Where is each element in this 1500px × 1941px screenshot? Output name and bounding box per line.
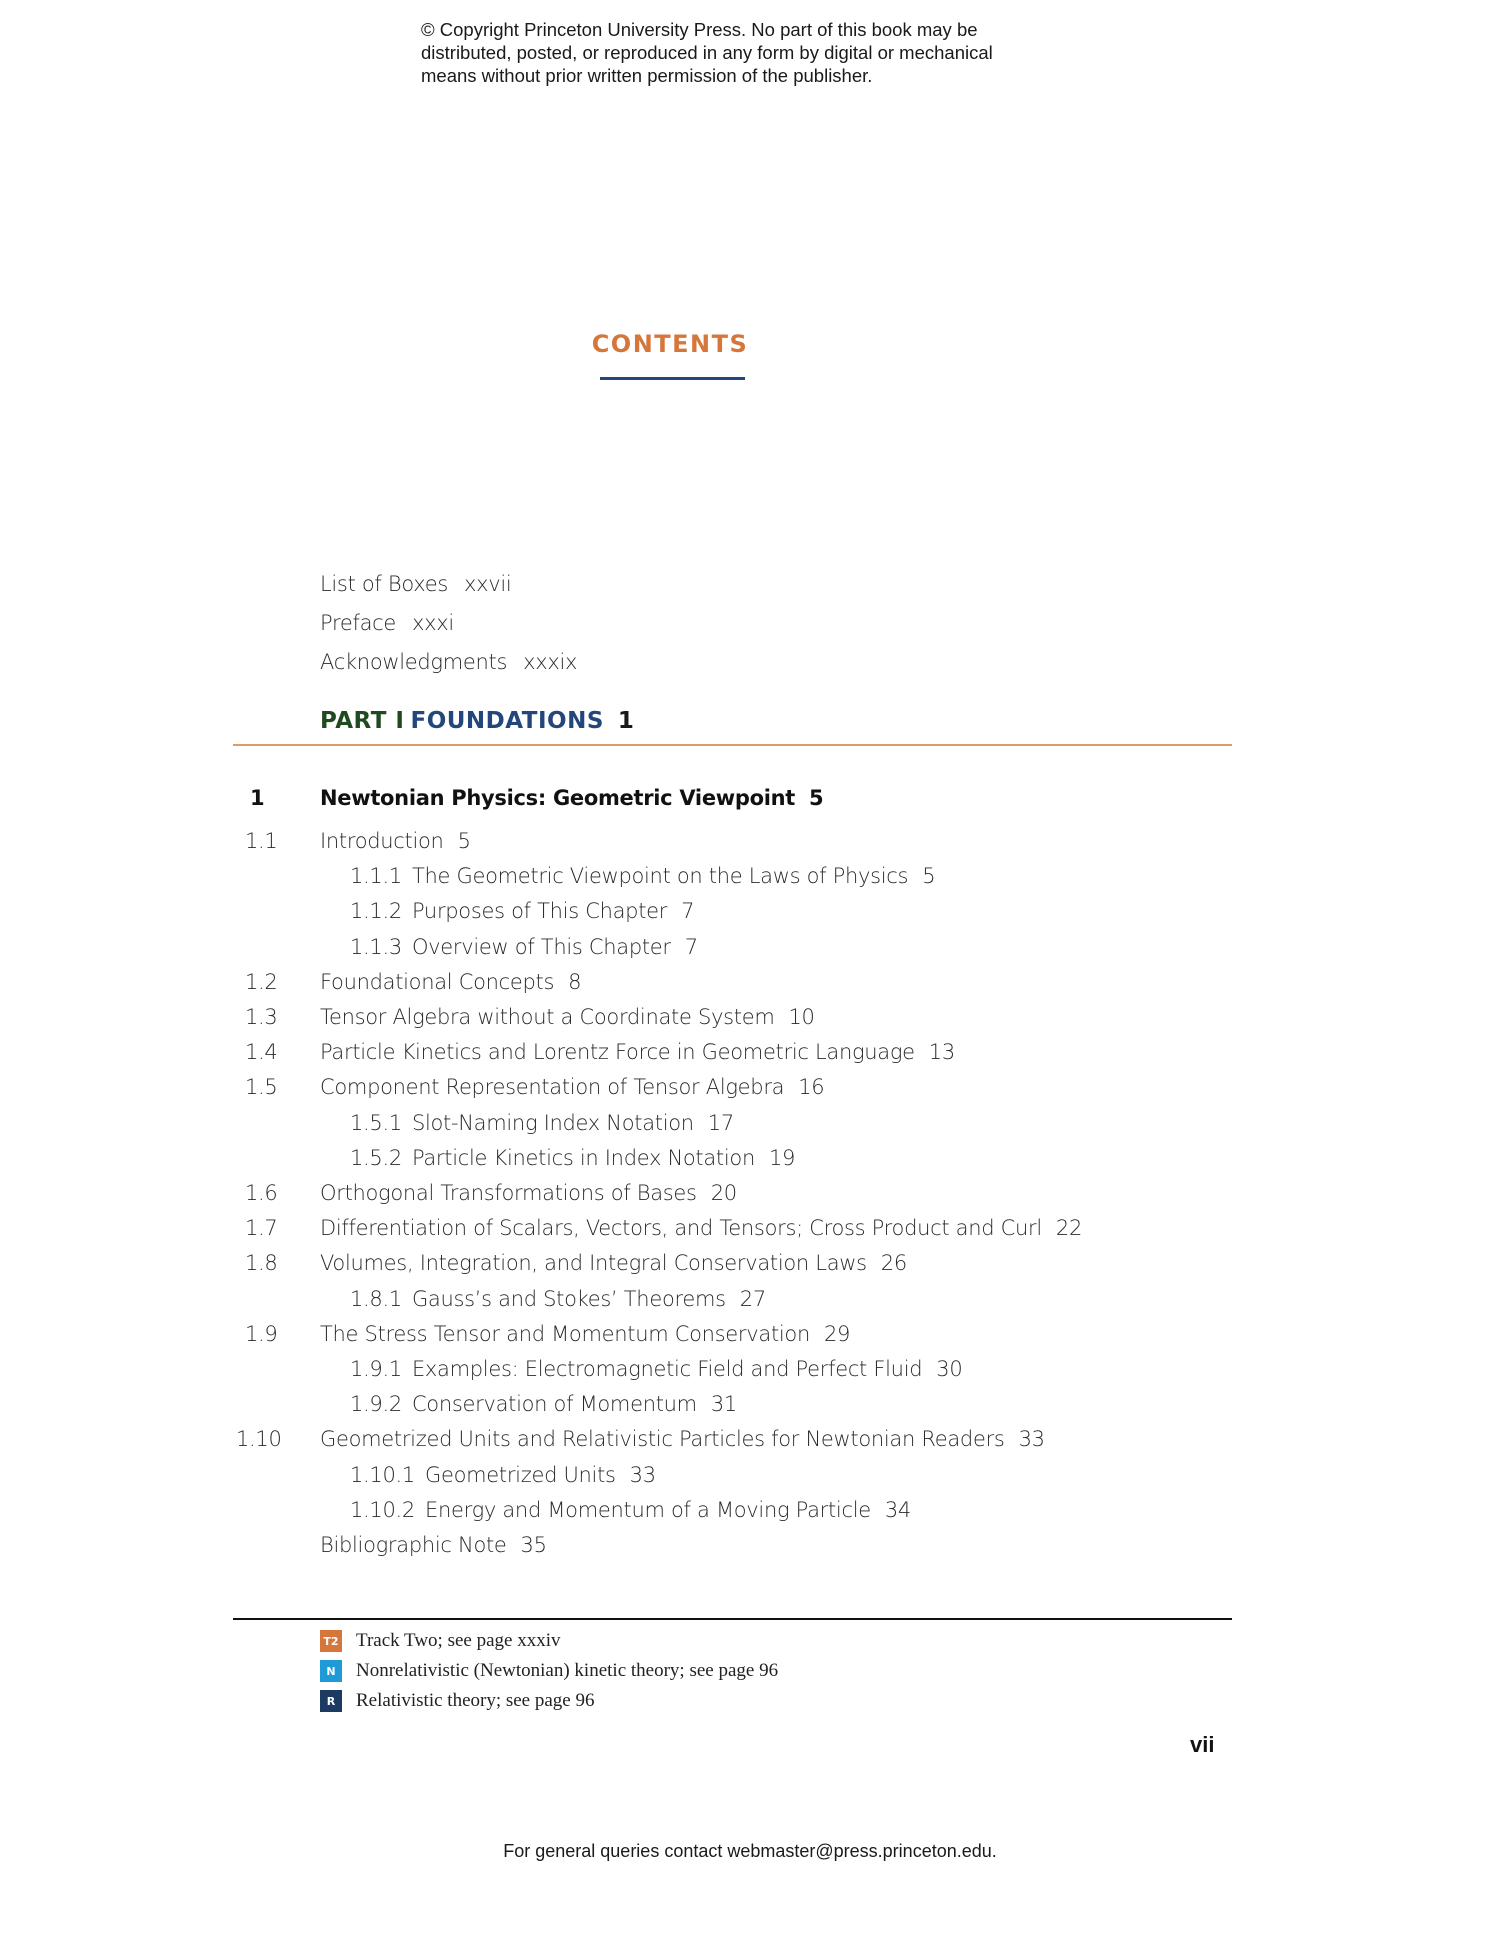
- entry-page: 7: [681, 899, 695, 923]
- toc-entry[interactable]: [0, 935, 1500, 970]
- legend-text: Relativistic theory; see page 96: [356, 1690, 595, 1711]
- legend-item-nonrelativistic: [320, 1658, 778, 1684]
- section-number: 1.3: [245, 1005, 278, 1029]
- part-name: FOUNDATIONS: [410, 708, 604, 734]
- entry-page: 29: [823, 1322, 851, 1346]
- toc-entry-acknowledgments[interactable]: [320, 650, 577, 674]
- entry-title: Overview of This Chapter: [411, 935, 671, 959]
- legend-text: Track Two; see page xxxiv: [356, 1630, 561, 1651]
- entry-page: 20: [710, 1181, 737, 1205]
- section-number: 1.4: [245, 1040, 278, 1064]
- entry-page: 16: [798, 1075, 825, 1099]
- subsection-number: 1.1.1: [350, 864, 402, 888]
- chapter-title: Newtonian Physics: Geometric Viewpoint: [320, 786, 796, 810]
- entry-title: Examples: Electromagnetic Field and Perfect Fluid: [411, 1357, 923, 1381]
- entry-title: Geometrized Units: [425, 1463, 616, 1487]
- section-number: 1.7: [245, 1216, 278, 1240]
- entry-title: Particle Kinetics and Lorentz Force in Geometric Language: [320, 1040, 915, 1064]
- section-number: 1.8: [245, 1251, 278, 1275]
- toc-entry[interactable]: [0, 1146, 1500, 1181]
- entry-title: List of Boxes: [320, 572, 448, 596]
- entry-page: 33: [1018, 1427, 1045, 1451]
- toc-entry[interactable]: [0, 1322, 1500, 1357]
- toc-entry-list-of-boxes[interactable]: [320, 572, 511, 596]
- subsection-number: 1.9.2: [350, 1392, 402, 1416]
- section-number: 1.9: [245, 1322, 278, 1346]
- entry-title: Orthogonal Transformations of Bases: [320, 1181, 697, 1205]
- page-title: CONTENTS: [591, 330, 749, 358]
- entry-page: 13: [928, 1040, 955, 1064]
- subsection-number: 1.1.2: [350, 899, 402, 923]
- legend-divider: [233, 1618, 1232, 1620]
- part-page: 1: [617, 708, 635, 734]
- chapter-page: 5: [809, 786, 824, 810]
- entry-page: 5: [457, 829, 471, 853]
- entry-title: The Stress Tensor and Momentum Conservation: [320, 1322, 810, 1346]
- entry-title: Gauss’s and Stokes’ Theorems: [411, 1287, 726, 1311]
- part-divider: [233, 744, 1232, 746]
- toc-entry[interactable]: [0, 1111, 1500, 1146]
- toc-entry[interactable]: [0, 1357, 1500, 1392]
- section-number: 1.2: [245, 970, 278, 994]
- entry-page: 33: [629, 1463, 656, 1487]
- toc-entry[interactable]: [0, 1287, 1500, 1322]
- section-number: 1.10: [236, 1427, 282, 1451]
- entry-page: 30: [936, 1357, 963, 1381]
- page-number: vii: [1190, 1732, 1215, 1757]
- toc-entry[interactable]: [0, 899, 1500, 934]
- entry-page: 5: [922, 864, 936, 888]
- part-number: PART I: [320, 708, 405, 734]
- legend-item-track-two: [320, 1628, 560, 1654]
- toc-entry-preface[interactable]: [320, 611, 454, 635]
- subsection-number: 1.9.1: [350, 1357, 402, 1381]
- entry-title: Conservation of Momentum: [411, 1392, 697, 1416]
- entry-page: 22: [1055, 1216, 1083, 1240]
- legend-item-relativistic: [320, 1688, 594, 1714]
- toc-entry[interactable]: [0, 864, 1500, 899]
- entry-page: 17: [707, 1111, 734, 1135]
- toc-entry[interactable]: [0, 1181, 1500, 1216]
- footer-contact: For general queries contact webmaster@press.princeton.edu.: [503, 1841, 997, 1861]
- subsection-number: 1.10.1: [350, 1463, 415, 1487]
- toc-entry[interactable]: [0, 1498, 1500, 1533]
- entry-page: xxxi: [412, 611, 454, 635]
- toc-entry[interactable]: [0, 1005, 1500, 1040]
- entry-page: 10: [788, 1005, 815, 1029]
- section-number: 1.5: [245, 1075, 278, 1099]
- subsection-number: 1.5.1: [350, 1111, 402, 1135]
- title-underline: [600, 377, 745, 380]
- toc-entry[interactable]: [0, 1463, 1500, 1498]
- toc-entry[interactable]: [0, 1427, 1500, 1462]
- toc-entry[interactable]: [0, 1392, 1500, 1427]
- part-heading[interactable]: [320, 708, 634, 734]
- toc-entry[interactable]: [0, 1040, 1500, 1075]
- entry-title: Component Representation of Tensor Algebra: [320, 1075, 785, 1099]
- copyright-line: distributed, posted, or reproduced in any form by digital or mechanical: [421, 42, 993, 63]
- subsection-number: 1.8.1: [350, 1287, 402, 1311]
- copyright-line: © Copyright Princeton University Press. No part of this book may be: [421, 19, 978, 40]
- chapter-number: 1: [250, 786, 265, 810]
- entry-page: 35: [520, 1533, 547, 1557]
- entry-title: Preface: [320, 611, 397, 635]
- entry-page: xxvii: [464, 572, 512, 596]
- toc-entry[interactable]: [0, 1533, 1500, 1568]
- entry-title: Bibliographic Note: [320, 1533, 507, 1557]
- toc-entry[interactable]: [0, 1216, 1500, 1251]
- entry-title: Geometrized Units and Relativistic Particles for Newtonian Readers: [320, 1427, 1005, 1451]
- entry-title: Tensor Algebra without a Coordinate System: [320, 1005, 775, 1029]
- toc-entry[interactable]: [0, 970, 1500, 1005]
- entry-page: xxxix: [523, 650, 578, 674]
- entry-title: Purposes of This Chapter: [411, 899, 668, 923]
- entry-title: Slot-Naming Index Notation: [411, 1111, 694, 1135]
- toc-entry[interactable]: [0, 829, 1500, 864]
- newtonian-badge-icon: N: [320, 1660, 342, 1682]
- section-number: 1.6: [245, 1181, 278, 1205]
- copyright-notice: [421, 18, 1071, 87]
- toc-entry[interactable]: [0, 1075, 1500, 1110]
- entry-page: 31: [710, 1392, 737, 1416]
- entry-title: Energy and Momentum of a Moving Particle: [425, 1498, 871, 1522]
- track-two-badge-icon: T2: [320, 1630, 342, 1652]
- entry-title: The Geometric Viewpoint on the Laws of Physics: [411, 864, 909, 888]
- subsection-number: 1.5.2: [350, 1146, 402, 1170]
- entry-title: Foundational Concepts: [320, 970, 555, 994]
- section-number: 1.1: [245, 829, 278, 853]
- copyright-line: means without prior written permission of the publisher.: [421, 65, 873, 86]
- entry-page: 26: [880, 1251, 907, 1275]
- subsection-number: 1.10.2: [350, 1498, 415, 1522]
- entry-title: Introduction: [320, 829, 444, 853]
- toc-entry[interactable]: [0, 1251, 1500, 1286]
- entry-page: 19: [768, 1146, 796, 1170]
- chapter-heading[interactable]: [0, 786, 1500, 821]
- subsection-number: 1.1.3: [350, 935, 402, 959]
- relativistic-badge-icon: R: [320, 1690, 342, 1712]
- entry-title: Particle Kinetics in Index Notation: [411, 1146, 755, 1170]
- entry-title: Volumes, Integration, and Integral Conservation Laws: [320, 1251, 867, 1275]
- entry-title: Acknowledgments: [320, 650, 508, 674]
- entry-page: 27: [739, 1287, 766, 1311]
- entry-page: 7: [684, 935, 698, 959]
- legend-text: Nonrelativistic (Newtonian) kinetic theory; see page 96: [356, 1660, 779, 1681]
- entry-page: 8: [568, 970, 582, 994]
- entry-page: 34: [884, 1498, 911, 1522]
- entry-title: Differentiation of Scalars, Vectors, and Tensors; Cross Product and Curl: [320, 1216, 1042, 1240]
